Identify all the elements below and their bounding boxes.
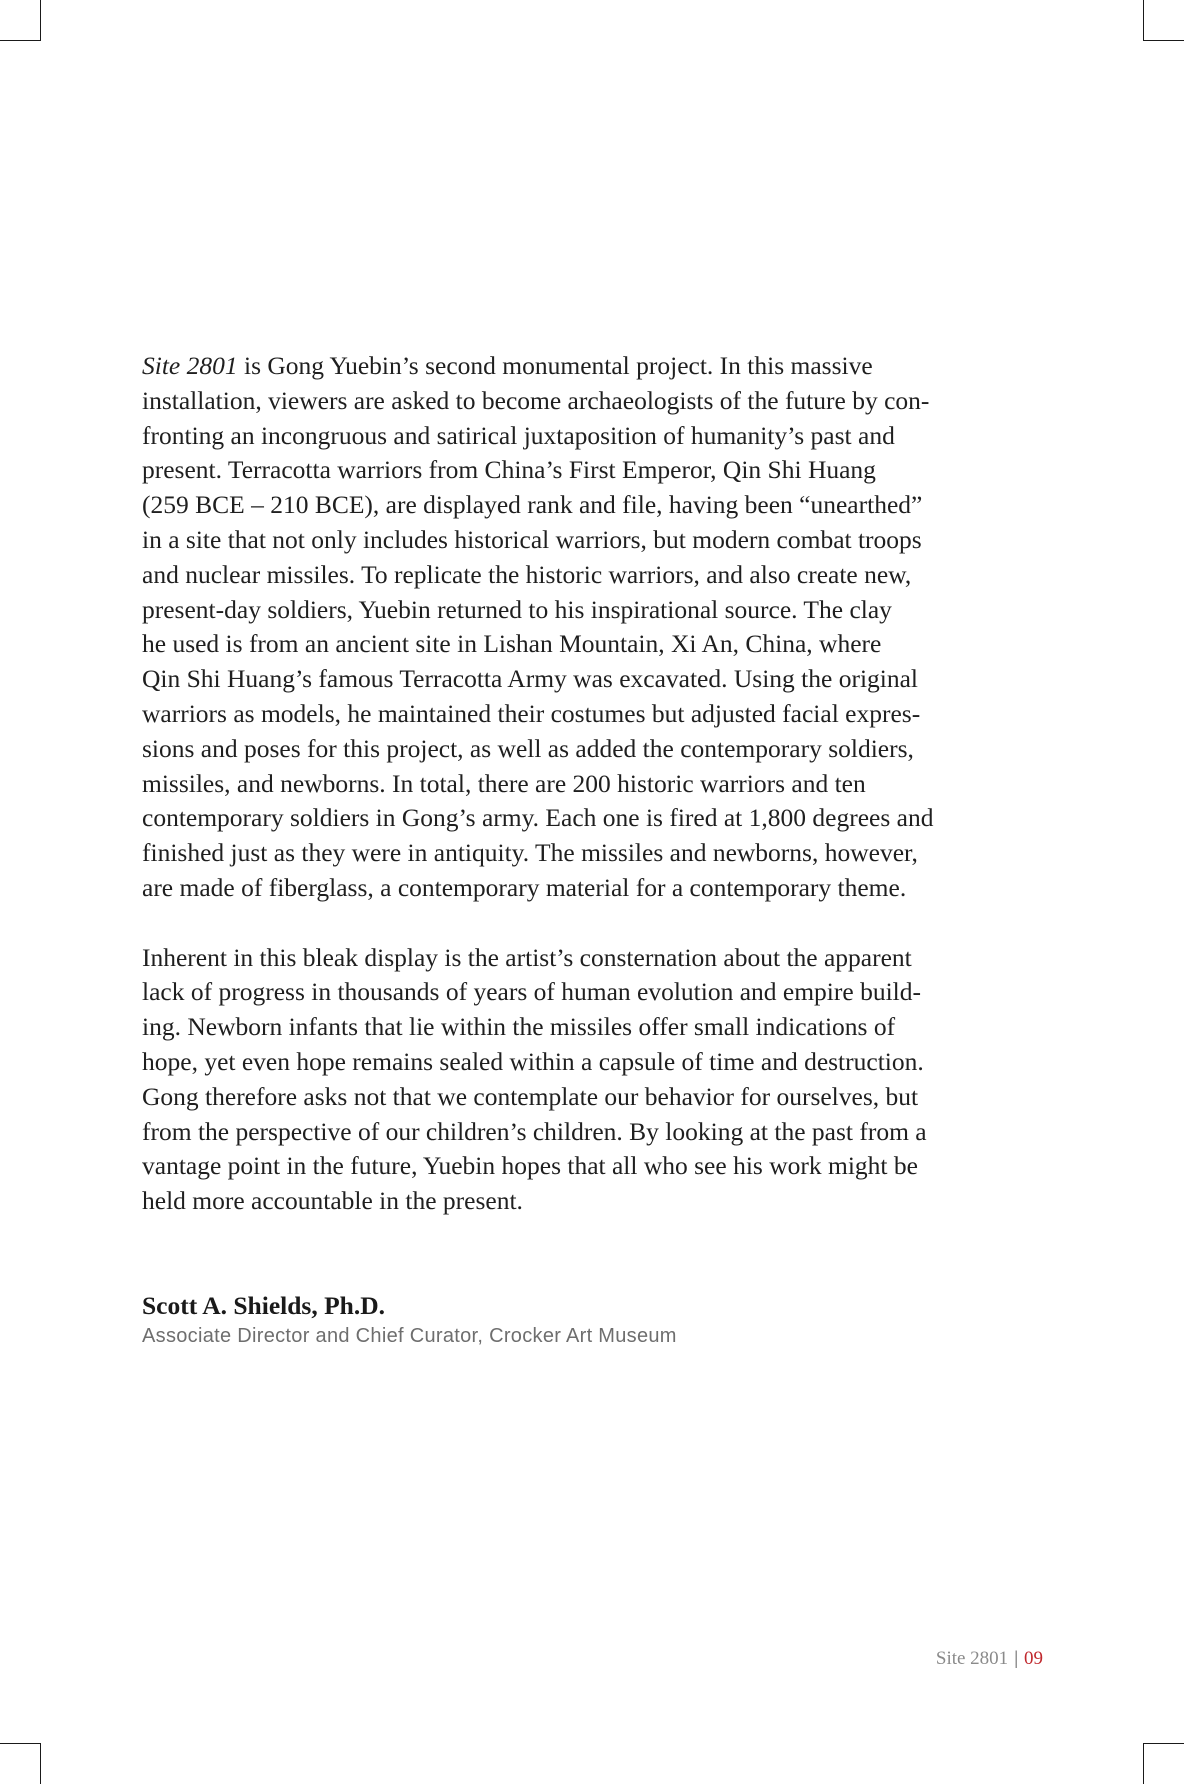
text-line: from the perspective of our children’s children. By looking at the past from a	[142, 1116, 927, 1146]
crop-mark-top-right-horizontal	[1143, 40, 1184, 41]
text-line: finished just as they were in antiquity. The missiles and newborns, however,	[142, 838, 918, 868]
page-footer	[936, 1648, 1043, 1670]
text-line: lack of progress in thousands of years of human evolution and empire build-	[142, 977, 921, 1007]
crop-mark-bottom-left-horizontal	[0, 1743, 41, 1744]
text-line: in a site that not only includes historical warriors, but modern combat troops	[142, 524, 922, 554]
page-number: 09	[1024, 1648, 1043, 1669]
footer-label: Site 2801	[935, 1648, 1009, 1669]
text-line: (259 BCE – 210 BCE), are displayed rank and file, having been “unearthed”	[142, 490, 923, 520]
text-line: sions and poses for this project, as well as added the contemporary soldiers,	[142, 733, 914, 763]
text-line: and nuclear missiles. To replicate the historic warriors, and also create new,	[142, 559, 912, 589]
text-line: installation, viewers are asked to become archaeologists of the future by con-	[142, 385, 930, 415]
text-line: hope, yet even hope remains sealed within a capsule of time and destruction.	[142, 1046, 924, 1076]
crop-mark-bottom-right-vertical	[1143, 1743, 1144, 1784]
text-line	[142, 351, 873, 380]
artwork-title: Site 2801	[142, 351, 238, 380]
crop-mark-top-right-vertical	[1143, 0, 1144, 40]
text-line: are made of fiberglass, a contemporary material for a contemporary theme.	[142, 872, 907, 902]
text-line: present-day soldiers, Yuebin returned to his inspirational source. The clay	[142, 594, 892, 624]
paragraph-2	[142, 941, 992, 1219]
text-line: held more accountable in the present.	[142, 1186, 523, 1216]
text-line: warriors as models, he maintained their costumes but adjusted facial expres-	[142, 698, 921, 728]
crop-mark-top-left-vertical	[40, 0, 41, 40]
text-line: present. Terracotta warriors from China’s First Emperor, Qin Shi Huang	[142, 455, 876, 485]
text-line: missiles, and newborns. In total, there are 200 historic warriors and ten	[142, 768, 866, 798]
text-line: fronting an incongruous and satirical juxtaposition of humanity’s past and	[142, 420, 895, 450]
text-line: vantage point in the future, Yuebin hopes that all who see his work might be	[142, 1151, 918, 1181]
text-line: ing. Newborn infants that lie within the missiles offer small indications of	[142, 1012, 896, 1042]
text-line: contemporary soldiers in Gong’s army. Each one is fired at 1,800 degrees and	[142, 803, 934, 833]
footer-separator: |	[1014, 1648, 1018, 1669]
line-text: is Gong Yuebin’s second monumental project. In this massive	[237, 351, 873, 380]
crop-mark-top-left-horizontal	[0, 40, 41, 41]
text-line: Inherent in this bleak display is the artist’s consternation about the apparent	[142, 942, 912, 972]
text-line: he used is from an ancient site in Lishan Mountain, Xi An, China, where	[142, 629, 882, 659]
crop-mark-bottom-right-horizontal	[1143, 1743, 1184, 1744]
essay-body	[142, 349, 992, 1219]
author-affiliation: Associate Director and Chief Curator, Crocker Art Museum	[142, 1325, 677, 1347]
paragraph-1	[142, 349, 992, 906]
text-line: Qin Shi Huang’s famous Terracotta Army was excavated. Using the original	[142, 664, 919, 694]
text-line: Gong therefore asks not that we contemplate our behavior for ourselves, but	[142, 1081, 919, 1111]
author-name: Scott A. Shields, Ph.D.	[142, 1291, 385, 1320]
crop-mark-bottom-left-vertical	[40, 1743, 41, 1784]
